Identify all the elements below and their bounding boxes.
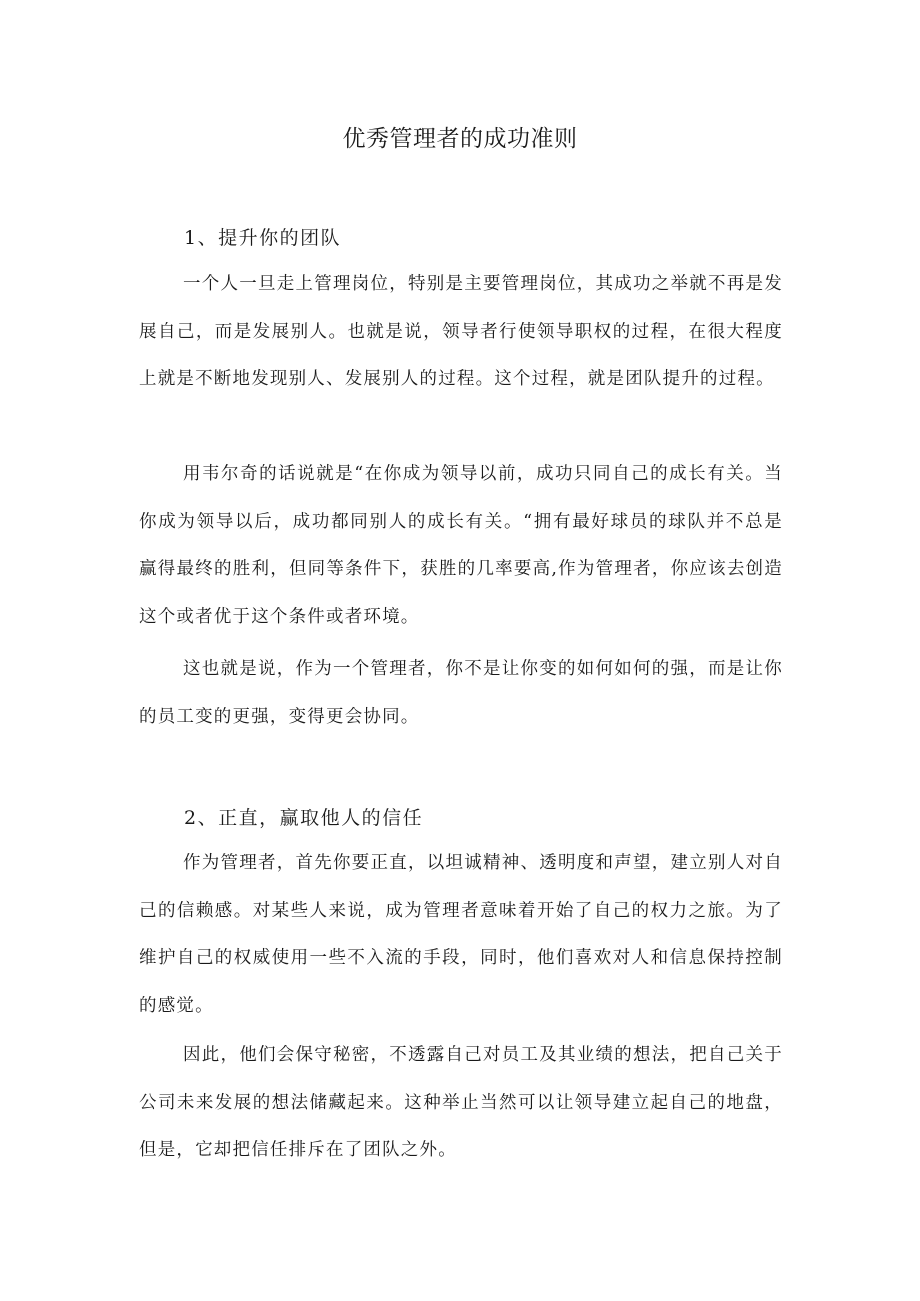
section-1-paragraph-2: 用韦尔奇的话说就是“在你成为领导以前，成功只同自己的成长有关。当你成为领导以后，成功都同别人的成长有关。“拥有最好球员的球队并不总是赢得最终的胜利，但同等条件下，获胜的几率要高,作为管理者，你应该去创造这个或者优于这个条件或者环境。 <box>139 464 783 627</box>
section-heading-1: 1、提升你的团队 <box>184 227 342 249</box>
section-1-paragraph-1: 一个人一旦走上管理岗位，特别是主要管理岗位，其成功之举就不再是发展自己，而是发展别人。也就是说，领导者行使领导职权的过程，在很大程度上就是不断地发现别人、发展别人的过程。这个过程，就是团队提升的过程。 <box>139 274 783 389</box>
section-2-paragraph-2: 因此，他们会保守秘密，不透露自己对员工及其业绩的想法，把自己关于公司未来发展的想法储藏起来。这种举止当然可以让领导建立起自己的地盘，但是，它却把信任排斥在了团队之外。 <box>139 1045 783 1160</box>
section-heading-2: 2、正直，赢取他人的信任 <box>184 807 424 829</box>
document-title: 优秀管理者的成功准则 <box>342 126 578 152</box>
section-2-paragraph-1: 作为管理者，首先你要正直，以坦诚精神、透明度和声望，建立别人对自己的信赖感。对某些人来说，成为管理者意味着开始了自己的权力之旅。为了维护自己的权威使用一些不入流的手段，同时，他们喜欢对人和信息保持控制的感觉。 <box>139 853 783 1016</box>
section-1-paragraph-3: 这也就是说，作为一个管理者，你不是让你变的如何如何的强，而是让你的员工变的更强，变得更会协同。 <box>139 659 783 727</box>
